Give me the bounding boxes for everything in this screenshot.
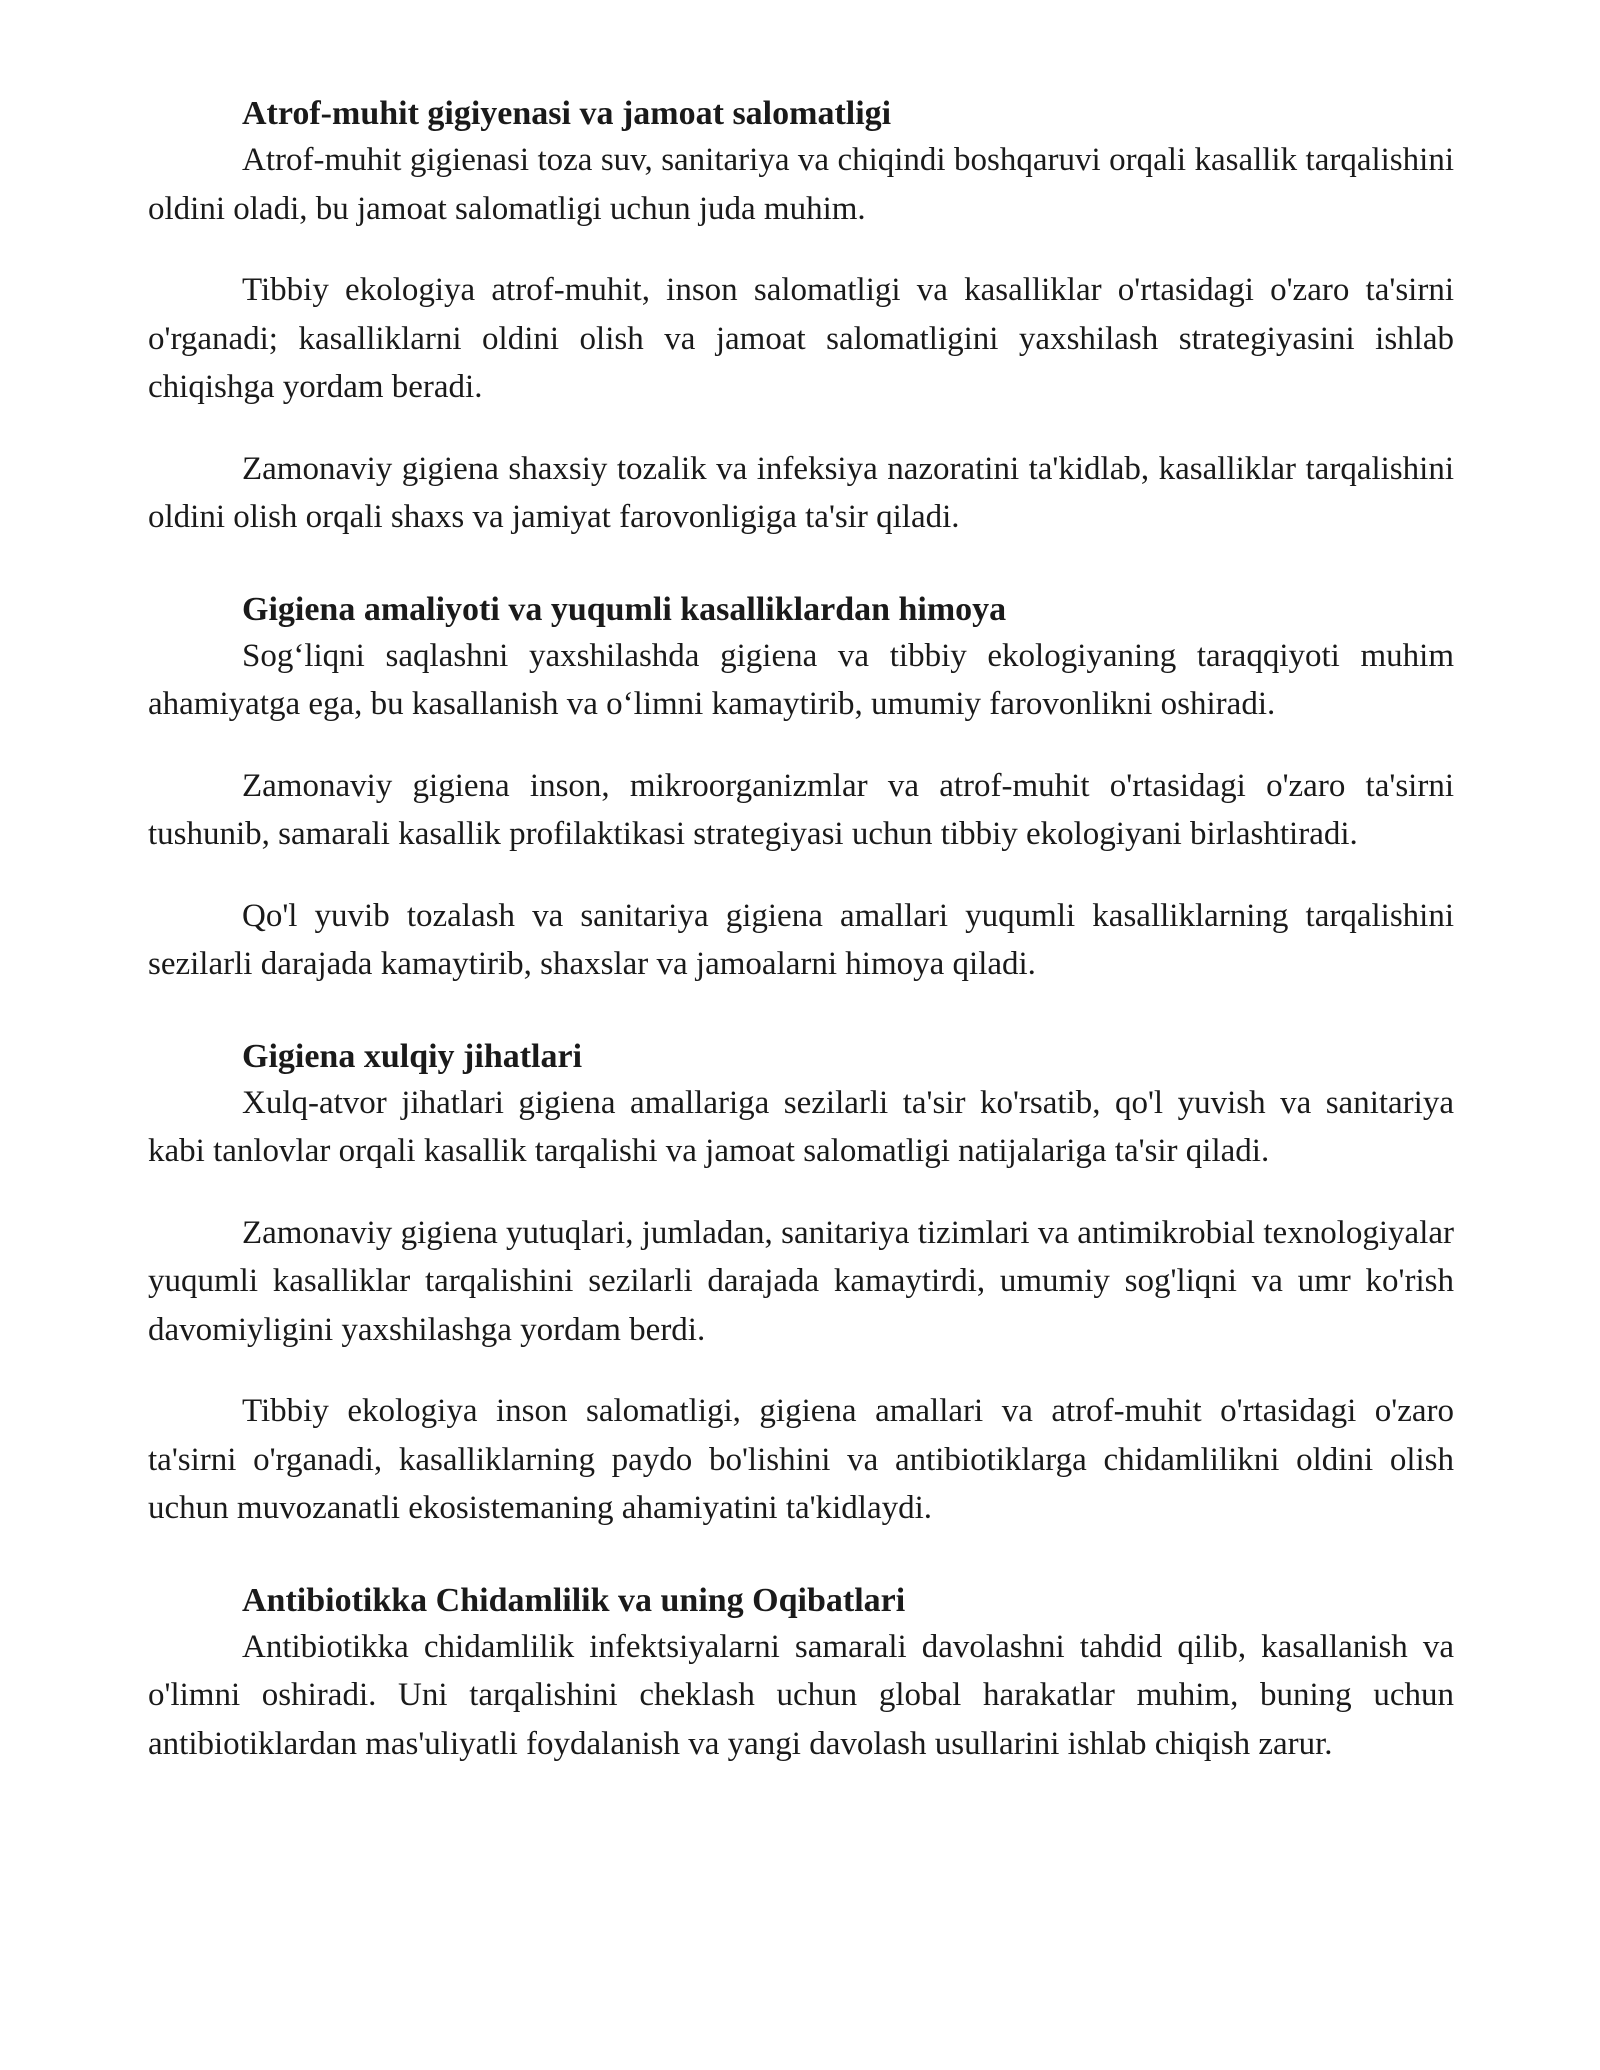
section-antibiotic-resistance	[148, 1579, 1454, 1769]
section-heading: Gigiena amaliyoti va yuqumli kasalliklardan himoya	[242, 590, 1007, 628]
section-heading: Antibiotikka Chidamlilik va uning Oqibatlari	[242, 1581, 906, 1619]
section-heading: Gigiena xulqiy jihatlari	[242, 1037, 583, 1075]
paragraph: Xulq-atvor jihatlari gigiena amallariga sezilarli ta'sir ko'rsatib, qo'l yuvish va sanitariya kabi tanlovlar orqali kasallik tarqalishi va jamoat salomatligi natijalariga ta'sir qiladi.	[148, 1084, 1454, 1169]
section-hygiene-practice	[148, 588, 1454, 989]
paragraph: Tibbiy ekologiya inson salomatligi, gigiena amallari va atrof-muhit o'rtasidagi o'zaro ta'sirni o'rganadi, kasalliklarning paydo bo'lishini va antibiotiklarga chidamlilikni oldini olish uchun muvozanatli ekosistemaning ahamiyatini ta'kidlaydi.	[148, 1393, 1454, 1526]
paragraph: Qo'l yuvib tozalash va sanitariya gigiena amallari yuqumli kasalliklarning tarqalishini sezilarli darajada kamaytirib, shaxslar va jamoalarni himoya qiladi.	[148, 897, 1454, 982]
paragraph: Zamonaviy gigiena yutuqlari, jumladan, sanitariya tizimlari va antimikrobial texnologiyalar yuqumli kasalliklar tarqalishini sezilarli darajada kamaytirdi, umumiy sog'liqni va umr ko'rish davomiyligini yaxshilashga yordam berdi.	[148, 1214, 1454, 1348]
paragraph: Sog‘liqni saqlashni yaxshilashda gigiena va tibbiy ekologiyaning taraqqiyoti muhim ahamiyatga ega, bu kasallanish va o‘limni kamaytirib, umumiy farovonlikni oshiradi.	[148, 637, 1454, 722]
paragraph: Tibbiy ekologiya atrof-muhit, inson salomatligi va kasalliklar o'rtasidagi o'zaro ta'sirni o'rganadi; kasalliklarni oldini olish va jamoat salomatligini yaxshilash strategiyasini ishlab chiqishga yordam beradi.	[148, 272, 1454, 405]
paragraph: Zamonaviy gigiena inson, mikroorganizmlar va atrof-muhit o'rtasidagi o'zaro ta'sirni tushunib, samarali kasallik profilaktikasi strategiyasi uchun tibbiy ekologiyani birlashtiradi.	[148, 767, 1454, 852]
paragraph: Zamonaviy gigiena shaxsiy tozalik va infeksiya nazoratini ta'kidlab, kasalliklar tarqalishini oldini olish orqali shaxs va jamiyat farovonligiga ta'sir qiladi.	[148, 450, 1454, 535]
document-page	[148, 92, 1454, 1768]
paragraph: Atrof-muhit gigienasi toza suv, sanitariya va chiqindi boshqaruvi orqali kasallik tarqalishini oldini oladi, bu jamoat salomatligi uchun juda muhim.	[148, 142, 1454, 227]
paragraph: Antibiotikka chidamlilik infektsiyalarni samarali davolashni tahdid qilib, kasallanish va o'limni oshiradi. Uni tarqalishini cheklash uchun global harakatlar muhim, buning uchun antibiotiklardan mas'uliyatli foydalanish va yangi davolash usullarini ishlab chiqish zarur.	[148, 1628, 1454, 1762]
section-environmental-hygiene	[148, 92, 1454, 542]
section-behavioral-aspects	[148, 1035, 1454, 1533]
section-heading: Atrof-muhit gigiyenasi va jamoat salomatligi	[242, 95, 892, 132]
